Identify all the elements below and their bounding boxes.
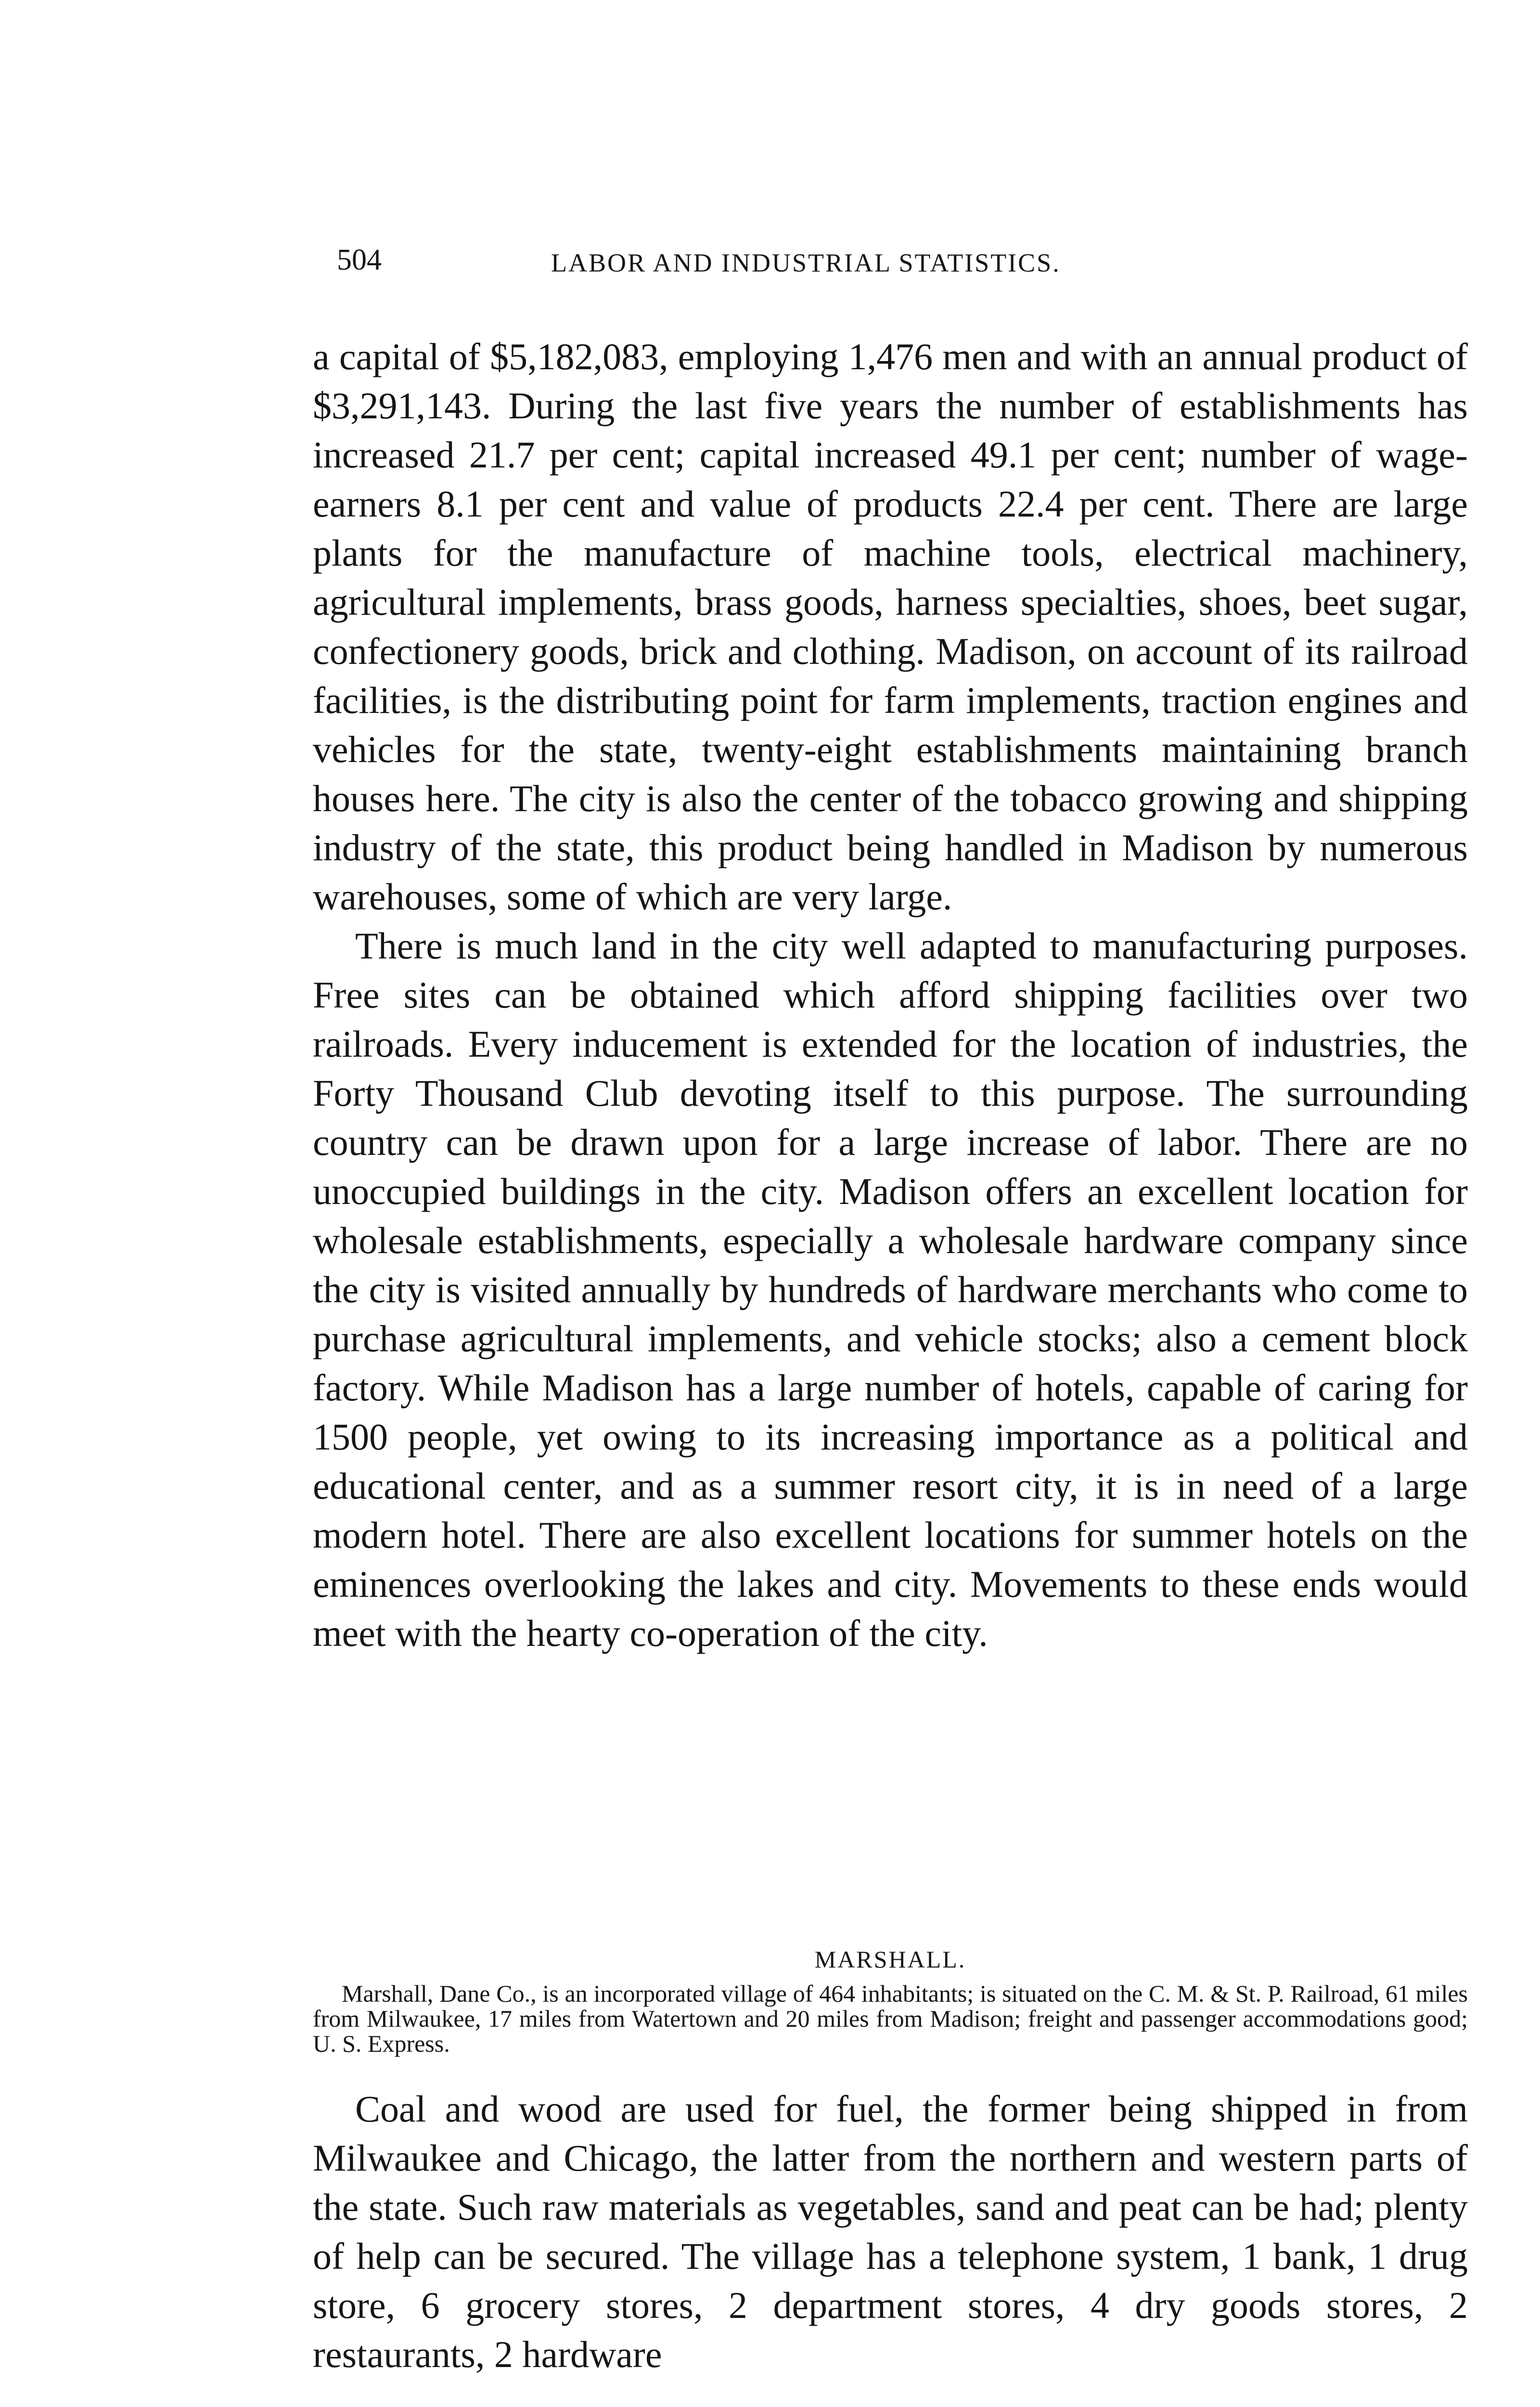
location-note-text: Marshall, Dane Co., is an incorporated village of 464 inhabitants; is situated on the C. M. & St. P. Railroad, 61 miles from Milwaukee, 17 miles from Watertown and 20 miles from Madison; freight and passenger accommodations good; U. S. Express.: [313, 1980, 1468, 2057]
marshall-text-block: [313, 2084, 1468, 2379]
paragraph-marshall-resources: Coal and wood are used for fuel, the former being shipped in from Milwaukee and Chicago, the latter from the northern and western parts of the state. Such raw materials as vegetables, sand and peat can be had; plenty of help can be secured. The village has a telephone system, 1 bank, 1 drug store, 6 grocery stores, 2 department stores, 4 dry goods stores, 2 restaurants, 2 hardware: [313, 2088, 1468, 2375]
running-head: LABOR AND INDUSTRIAL STATISTICS.: [551, 248, 1061, 277]
paragraph-madison-opportunities: There is much land in the city well adapted to manufacturing purposes. Free sites can be obtained which afford shipping facilities over two railroads. Every inducement is extended for the location of industries, the Forty Thousand Club devoting itself to this purpose. The surrounding country can be drawn upon for a large increase of labor. There are no unoccupied buildings in the city. Madison offers an excellent location for wholesale establishments, especially a wholesale hardware company since the city is visited annually by hundreds of hardware merchants who come to purchase agricultural implements, and vehicle stocks; also a cement block factory. While Madison has a large number of hotels, capable of caring for 1500 people, yet owing to its increasing importance as a political and educational center, and as a summer resort city, it is in need of a large modern hotel. There are also excellent locations for summer hotels on the eminences overlooking the lakes and city. Movements to these ends would meet with the hearty co-operation of the city.: [313, 925, 1468, 1654]
page-number: 504: [337, 244, 382, 276]
madison-text-block: [313, 332, 1468, 1658]
section-heading-marshall: MARSHALL.: [814, 1946, 966, 1973]
paragraph-madison-statistics: a capital of $5,182,083, employing 1,476 men and with an annual product of $3,291,143. During the last five years the number of establishments has increased 21.7 per cent; capital increased 49.1 per cent; number of wage-earners 8.1 per cent and value of products 22.4 per cent. There are large plants for the manufacture of machine tools, electrical machinery, agricultural implements, brass goods, harness specialties, shoes, beet sugar, confectionery goods, brick and clothing. Madison, on account of its railroad facilities, is the distributing point for farm implements, traction engines and vehicles for the state, twenty-eight establishments maintaining branch houses here. The city is also the center of the tobacco growing and shipping industry of the state, this product being handled in Madison by numerous warehouses, some of which are very large.: [313, 336, 1468, 918]
marshall-location-note: [313, 1981, 1468, 2056]
page-header: [337, 241, 1299, 279]
